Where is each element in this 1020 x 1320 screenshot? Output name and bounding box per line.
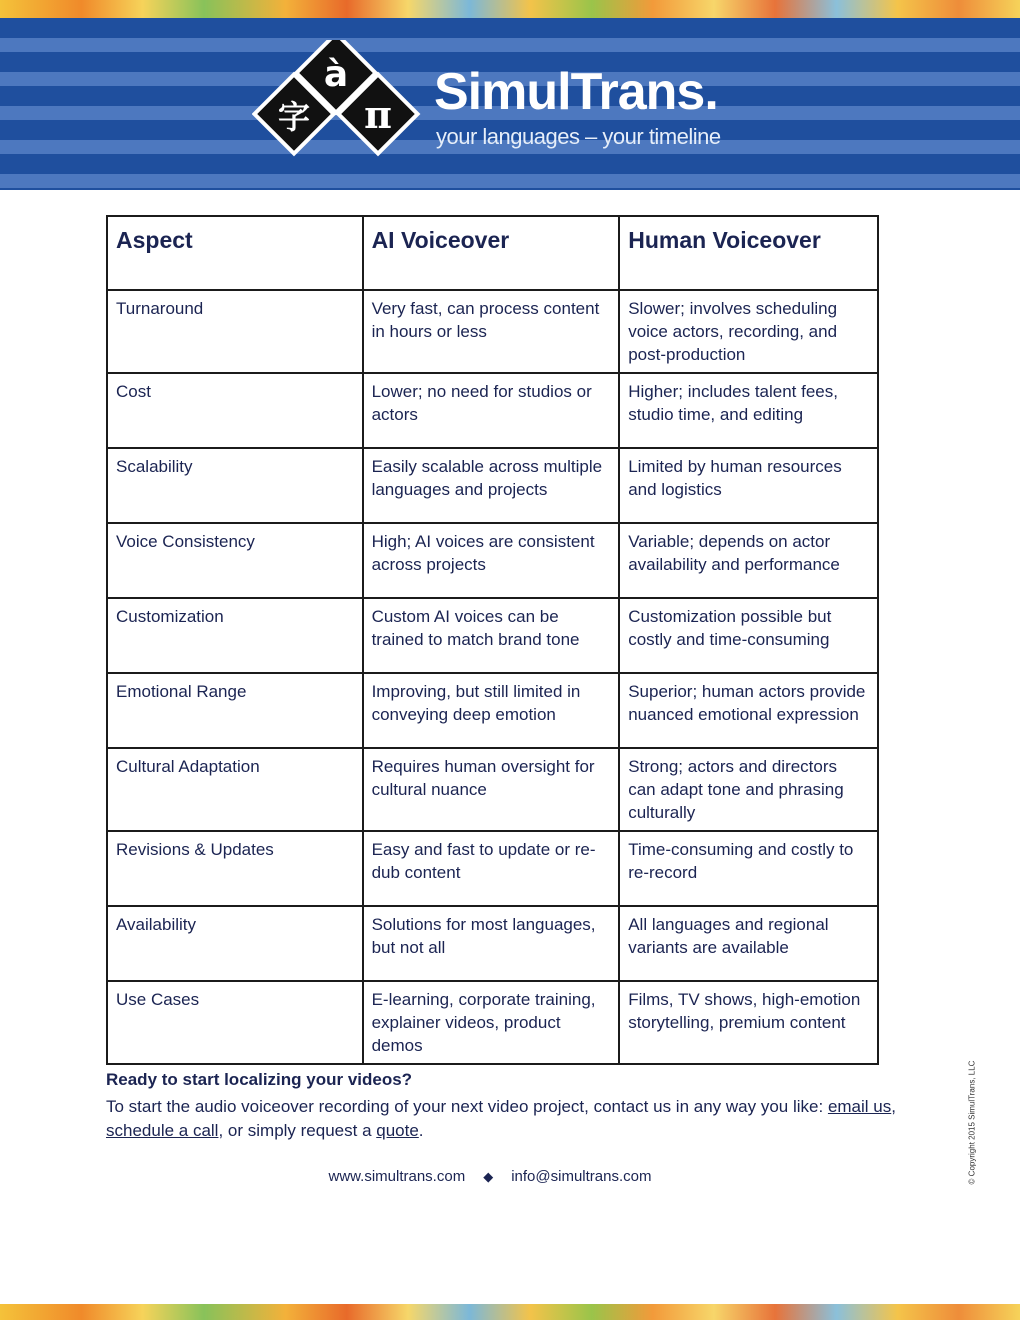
table-header-row [107, 216, 878, 290]
schedule-call-link[interactable]: schedule a call [106, 1121, 219, 1140]
quote-link[interactable]: quote [376, 1121, 419, 1140]
cta-sep: , [891, 1097, 896, 1116]
ai-cell: High; AI voices are consistent across projects [363, 523, 620, 598]
table-row [107, 290, 878, 373]
ai-cell: Easily scalable across multiple languages and projects [363, 448, 620, 523]
header-human-voiceover: Human Voiceover [619, 216, 878, 290]
logo-glyph-a: à [323, 54, 349, 95]
human-cell: All languages and regional variants are available [619, 906, 878, 981]
footer-separator-icon: ◆ [483, 1169, 494, 1184]
table-row [107, 598, 878, 673]
human-cell: Customization possible but costly and time-consuming [619, 598, 878, 673]
copyright-notice: © Copyright 2015 SimulTrans, LLC [967, 1060, 977, 1185]
aspect-cell: Scalability [107, 448, 363, 523]
ai-cell: Solutions for most languages, but not all [363, 906, 620, 981]
human-cell: Films, TV shows, high-emotion storytelling, premium content [619, 981, 878, 1064]
footer-email-link[interactable]: info@simultrans.com [511, 1168, 652, 1185]
header-ai-voiceover: AI Voiceover [363, 216, 620, 290]
table-row [107, 981, 878, 1064]
ai-cell: Requires human oversight for cultural nuance [363, 748, 620, 831]
footer-website-link[interactable]: www.simultrans.com [328, 1168, 466, 1185]
ai-cell: Custom AI voices can be trained to match brand tone [363, 598, 620, 673]
cta-text-before: To start the audio voiceover recording of your next video project, contact us in any way you like: [106, 1097, 828, 1116]
aspect-cell: Availability [107, 906, 363, 981]
aspect-cell: Cultural Adaptation [107, 748, 363, 831]
ai-cell: Lower; no need for studios or actors [363, 373, 620, 448]
ai-cell: Improving, but still limited in conveying deep emotion [363, 673, 620, 748]
header-aspect: Aspect [107, 216, 363, 290]
aspect-cell: Revisions & Updates [107, 831, 363, 906]
table-row [107, 373, 878, 448]
logo-glyph-zi: 字 [277, 98, 311, 136]
aspect-cell: Use Cases [107, 981, 363, 1064]
human-cell: Variable; depends on actor availability and performance [619, 523, 878, 598]
human-cell: Limited by human resources and logistics [619, 448, 878, 523]
human-cell: Higher; includes talent fees, studio time, and editing [619, 373, 878, 448]
decorative-bottom-strip [0, 1304, 1020, 1320]
cta-paragraph [106, 1095, 916, 1143]
aspect-cell: Customization [107, 598, 363, 673]
footer [0, 1168, 1020, 1185]
cta-text-end: . [418, 1121, 424, 1140]
human-cell: Superior; human actors provide nuanced emotional expression [619, 673, 878, 748]
aspect-cell: Voice Consistency [107, 523, 363, 598]
comparison-table [106, 215, 879, 1065]
aspect-cell: Cost [107, 373, 363, 448]
aspect-cell: Turnaround [107, 290, 363, 373]
decorative-top-strip [0, 0, 1020, 18]
ai-cell: Very fast, can process content in hours or less [363, 290, 620, 373]
human-cell: Strong; actors and directors can adapt tone and phrasing culturally [619, 748, 878, 831]
ai-cell: E-learning, corporate training, explainer videos, product demos [363, 981, 620, 1064]
aspect-cell: Emotional Range [107, 673, 363, 748]
email-us-link[interactable]: email us [827, 1097, 892, 1116]
brand-tagline: your languages – your timeline [436, 124, 721, 149]
table-row [107, 448, 878, 523]
logo-glyph-pi: π [364, 92, 392, 137]
brand-name: SimulTrans. [434, 63, 718, 121]
human-cell: Slower; involves scheduling voice actors, recording, and post-production [619, 290, 878, 373]
table-row [107, 906, 878, 981]
ai-cell: Easy and fast to update or re-dub content [363, 831, 620, 906]
human-cell: Time-consuming and costly to re-record [619, 831, 878, 906]
table-row [107, 831, 878, 906]
simultrans-logo-icon [252, 40, 422, 166]
cta-title: Ready to start localizing your videos? [106, 1070, 413, 1089]
cta-text-mid: , or simply request a [218, 1121, 377, 1140]
table-row [107, 673, 878, 748]
table-row [107, 523, 878, 598]
table-row [107, 748, 878, 831]
